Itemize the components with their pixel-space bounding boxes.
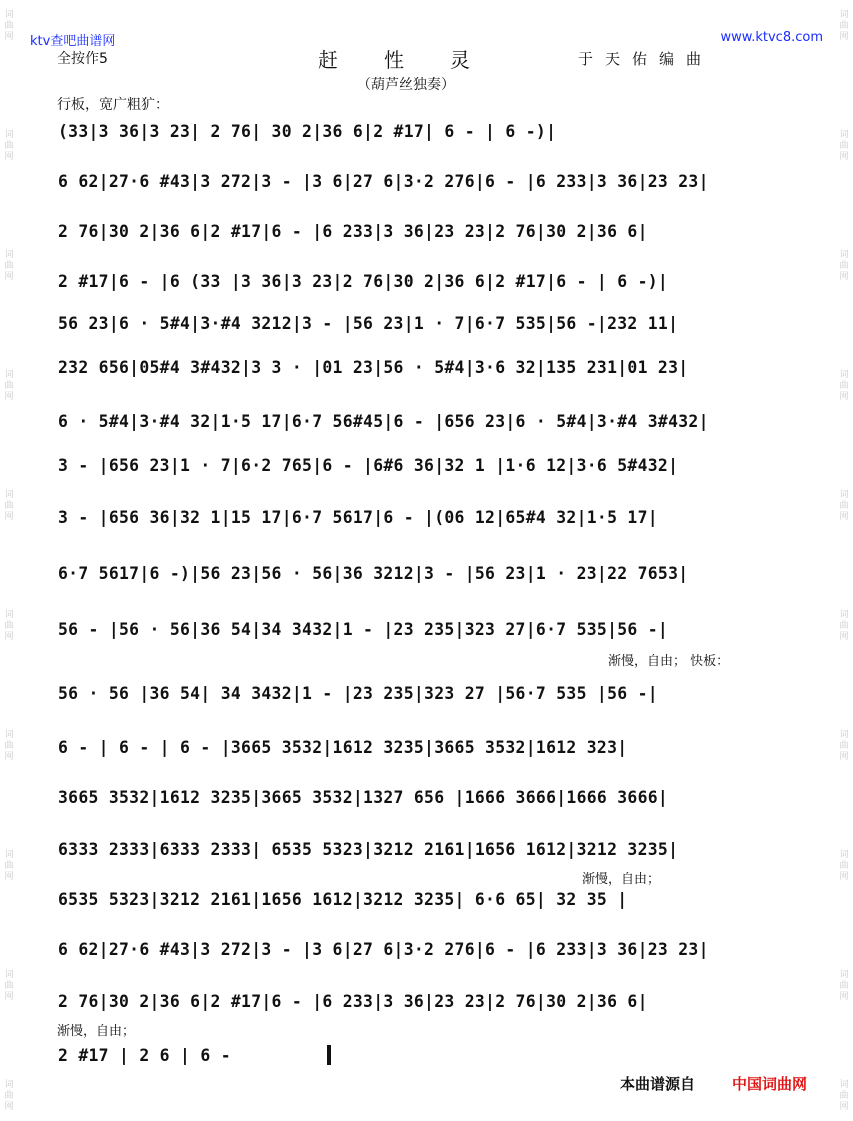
tempo-direction: 渐慢，自由； 快板： bbox=[608, 654, 730, 669]
final-barline bbox=[327, 1045, 331, 1065]
song-title: 赶性灵 bbox=[318, 48, 516, 72]
score-line: 56 · 56 |36 54| 34 3432|1 - |23 235|323 27 |56·7 535 |56 -| bbox=[58, 684, 658, 703]
score-line: 6535 5323|3212 2161|1656 1612|3212 3235| 6·6 65| 32 35 | bbox=[58, 890, 628, 909]
side-watermark: 词曲网 bbox=[839, 490, 849, 522]
side-watermark: 词曲网 bbox=[839, 970, 849, 1002]
left-watermark-strip bbox=[0, 0, 18, 1121]
score-line: 3 - |656 36|32 1|15 17|6·7 5617|6 - |(06 12|65#4 32|1·5 17| bbox=[58, 508, 658, 527]
site-url-link[interactable]: www.ktvc8.com bbox=[720, 30, 823, 45]
side-watermark: 词曲网 bbox=[839, 130, 849, 162]
score-line: 3665 3532|1612 3235|3665 3532|1327 656 |1666 3666|1666 3666| bbox=[58, 788, 669, 807]
right-watermark-strip bbox=[835, 0, 853, 1121]
side-watermark: 词曲网 bbox=[4, 1080, 14, 1112]
score-line: 6·7 5617|6 -)|56 23|56 · 56|36 3212|3 - |56 23|1 · 23|22 7653| bbox=[58, 564, 689, 583]
score-line: 2 #17 | 2 6 | 6 - bbox=[58, 1046, 231, 1065]
site-name-link[interactable]: ktv查吧曲谱网 bbox=[30, 34, 116, 49]
score-line: 6333 2333|6333 2333| 6535 5323|3212 2161|1656 1612|3212 3235| bbox=[58, 840, 679, 859]
source-site-link[interactable]: 中国词曲网 bbox=[732, 1075, 808, 1093]
source-label: 本曲谱源自 bbox=[620, 1075, 696, 1093]
side-watermark: 词曲网 bbox=[4, 490, 14, 522]
composer-credit: 于天佑编曲 bbox=[578, 50, 714, 68]
score-line: 6 - | 6 - | 6 - |3665 3532|1612 3235|3665 3532|1612 323| bbox=[58, 738, 628, 757]
side-watermark: 词曲网 bbox=[4, 250, 14, 282]
score-line: (33|3 36|3 23| 2 76| 30 2|36 6|2 #17| 6 - | 6 -)| bbox=[58, 122, 557, 141]
score-line: 6 · 5#4|3·#4 32|1·5 17|6·7 56#45|6 - |656 23|6 · 5#4|3·#4 3#432| bbox=[58, 412, 709, 431]
side-watermark: 词曲网 bbox=[839, 1080, 849, 1112]
score-line: 3 - |656 23|1 · 7|6·2 765|6 - |6#6 36|32 1 |1·6 12|3·6 5#432| bbox=[58, 456, 679, 475]
side-watermark: 词曲网 bbox=[4, 370, 14, 402]
score-line: 2 76|30 2|36 6|2 #17|6 - |6 233|3 36|23 23|2 76|30 2|36 6| bbox=[58, 222, 648, 241]
score-line: 56 - |56 · 56|36 54|34 3432|1 - |23 235|323 27|6·7 535|56 -| bbox=[58, 620, 669, 639]
side-watermark: 词曲网 bbox=[839, 250, 849, 282]
side-watermark: 词曲网 bbox=[839, 10, 849, 42]
score-line: 2 #17|6 - |6 (33 |3 36|3 23|2 76|30 2|36 6|2 #17|6 - | 6 -)| bbox=[58, 272, 669, 291]
score-line: 232 656|05#4 3#432|3 3 · |01 23|56 · 5#4|3·6 32|135 231|01 23| bbox=[58, 358, 689, 377]
side-watermark: 词曲网 bbox=[4, 610, 14, 642]
score-line: 6 62|27·6 #43|3 272|3 - |3 6|27 6|3·2 276|6 - |6 233|3 36|23 23| bbox=[58, 172, 709, 191]
score-line: 56 23|6 · 5#4|3·#4 3212|3 - |56 23|1 · 7|6·7 535|56 -|232 11| bbox=[58, 314, 679, 333]
side-watermark: 词曲网 bbox=[4, 730, 14, 762]
song-subtitle: （葫芦丝独奏） bbox=[357, 77, 455, 93]
side-watermark: 词曲网 bbox=[839, 610, 849, 642]
side-watermark: 词曲网 bbox=[839, 370, 849, 402]
tempo-marking: 行板，宽广粗犷： bbox=[57, 97, 169, 113]
side-watermark: 词曲网 bbox=[4, 970, 14, 1002]
side-watermark: 词曲网 bbox=[839, 850, 849, 882]
score-line: 2 76|30 2|36 6|2 #17|6 - |6 233|3 36|23 23|2 76|30 2|36 6| bbox=[58, 992, 648, 1011]
tempo-direction: 渐慢，自由； bbox=[57, 1024, 136, 1039]
side-watermark: 词曲网 bbox=[4, 130, 14, 162]
tempo-direction: 渐慢，自由； bbox=[582, 872, 661, 887]
score-line: 6 62|27·6 #43|3 272|3 - |3 6|27 6|3·2 276|6 - |6 233|3 36|23 23| bbox=[58, 940, 709, 959]
side-watermark: 词曲网 bbox=[4, 850, 14, 882]
side-watermark: 词曲网 bbox=[839, 730, 849, 762]
side-watermark: 词曲网 bbox=[4, 10, 14, 42]
key-signature: 全按作5 bbox=[57, 51, 108, 67]
